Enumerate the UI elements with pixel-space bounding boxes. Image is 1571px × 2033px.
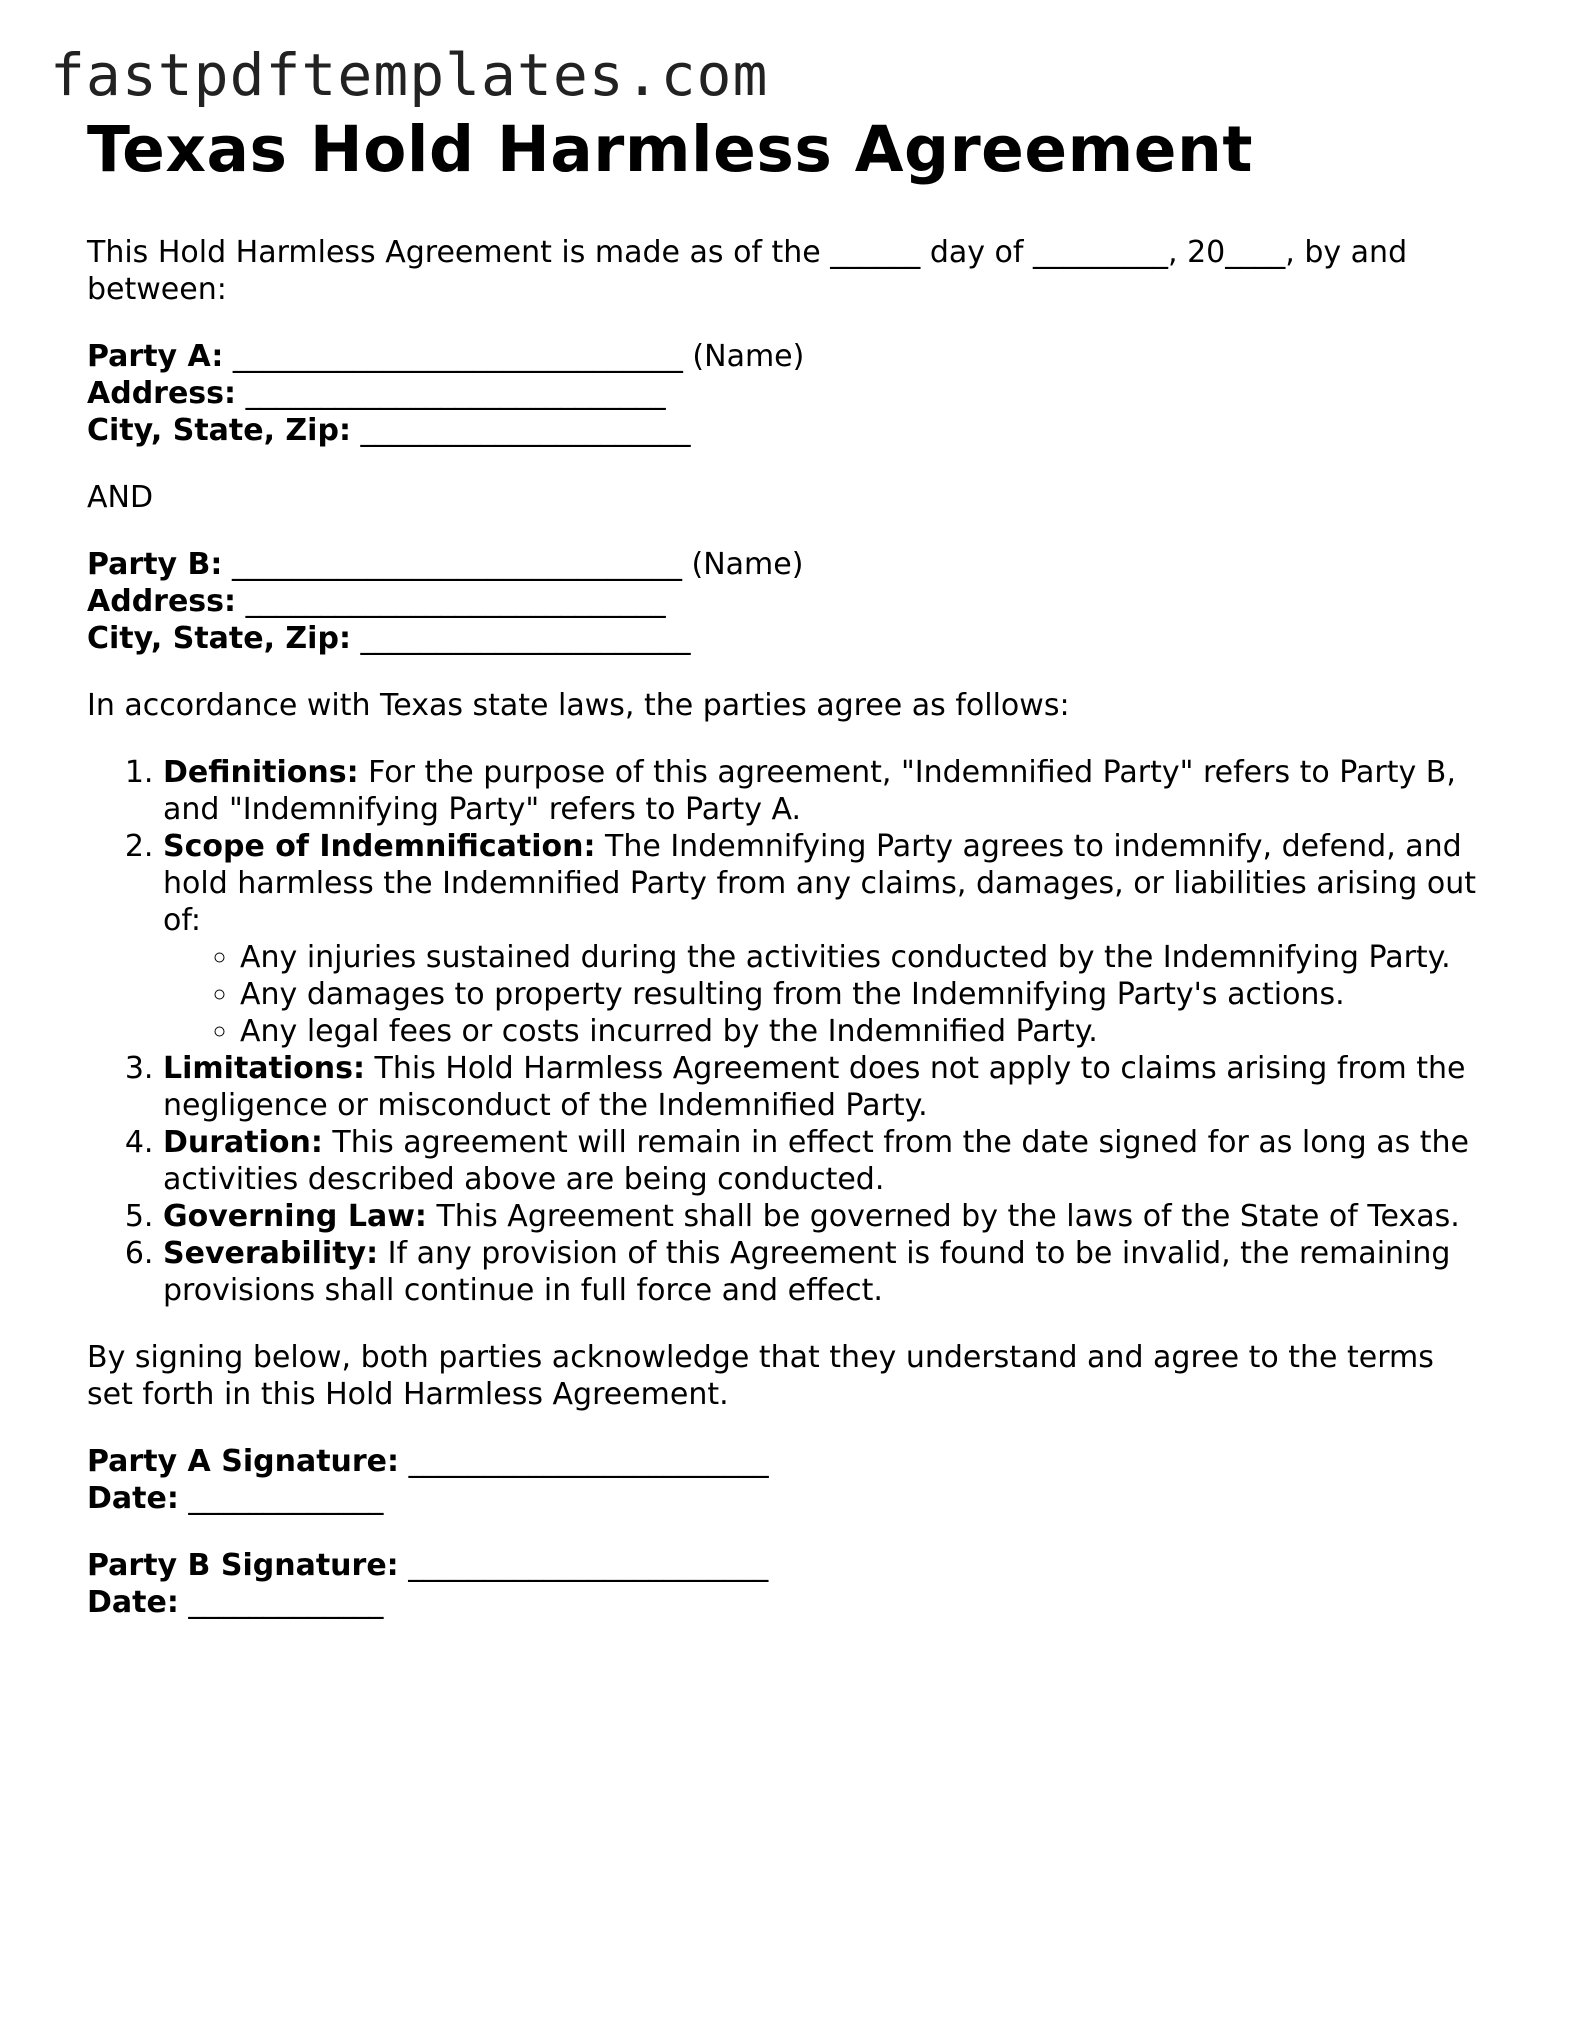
party-a-name-label: Party A: [87, 339, 224, 374]
clause-label: Governing Law: [163, 1199, 427, 1234]
clause-scope [163, 828, 1487, 1050]
clause-text: This Agreement shall be governed by the laws of the State of Texas. [426, 1199, 1460, 1234]
party-b-address-label: Address: [87, 584, 237, 619]
document-page [87, 110, 1487, 1621]
party-a-name-note: (Name) [682, 339, 805, 374]
intro-text-1: This Hold Harmless Agreement is made as of the [87, 235, 831, 270]
party-b-name-note: (Name) [681, 547, 804, 582]
intro-text-3: , 20 [1168, 235, 1226, 270]
closing-paragraph: By signing below, both parties acknowledge that they understand and agree to the terms set forth in this Hold Harmless Agreement. [87, 1340, 1434, 1412]
clause-governing-law [163, 1198, 1487, 1235]
clause-definitions [163, 754, 1487, 828]
clause-label: Definitions: [163, 755, 359, 790]
party-b-block [87, 546, 1487, 657]
party-b-date-label: Date: [87, 1585, 179, 1620]
clause-label: Duration: [163, 1125, 323, 1160]
party-b-signature-label: Party B Signature: [87, 1548, 399, 1583]
party-a-date-label: Date: [87, 1481, 179, 1516]
party-b-address-row [87, 583, 1487, 620]
party-b-city-label: City, State, Zip: [87, 621, 351, 656]
month-field[interactable]: _________ [1033, 235, 1169, 270]
intro-text-2: day of [920, 235, 1034, 270]
clause-limitations [163, 1050, 1487, 1124]
party-b-date-field[interactable]: _____________ [188, 1585, 384, 1620]
scope-item: ◦ Any injuries sustained during the activities conducted by the Indemnifying Party. [240, 939, 1487, 976]
party-b-name-label: Party B: [87, 547, 223, 582]
scope-item: ◦ Any legal fees or costs incurred by the Indemnified Party. [240, 1013, 1487, 1050]
party-b-signature-field[interactable]: ________________________ [408, 1548, 769, 1583]
accordance-text: In accordance with Texas state laws, the parties agree as follows: [87, 688, 1070, 723]
clause-text: For the purpose of this agreement, "Indemnified Party" refers to Party B, and "Indemnifying Party" refers to Party A. [163, 755, 1456, 827]
party-a-city-field[interactable]: ______________________ [360, 413, 691, 448]
watermark: fastpdftemplates.com [50, 41, 769, 109]
party-a-address-row [87, 375, 1487, 412]
party-a-signature-field[interactable]: ________________________ [408, 1444, 769, 1479]
scope-sublist [163, 939, 1487, 1050]
party-b-name-field[interactable]: ______________________________ [231, 547, 682, 582]
party-a-signature-block [87, 1443, 1487, 1517]
party-a-city-row [87, 412, 1487, 449]
clause-text: The Indemnifying Party agrees to indemnify, defend, and hold harmless the Indemnified Party from any claims, damages, or liabilities arising out of: [163, 829, 1476, 938]
party-a-date-row [87, 1480, 1487, 1517]
party-a-name-field[interactable]: ______________________________ [232, 339, 683, 374]
year-field[interactable]: ____ [1225, 235, 1286, 270]
party-b-signature-row [87, 1547, 1487, 1584]
party-a-signature-row [87, 1443, 1487, 1480]
party-b-address-field[interactable]: ____________________________ [245, 584, 666, 619]
day-field[interactable]: ______ [830, 235, 921, 270]
party-b-name-row [87, 546, 1487, 583]
clause-text: This Hold Harmless Agreement does not apply to claims arising from the negligence or misconduct of the Indemnified Party. [163, 1051, 1466, 1123]
page-title: Texas Hold Harmless Agreement [87, 113, 1253, 186]
party-b-city-field[interactable]: ______________________ [360, 621, 691, 656]
party-b-date-row [87, 1584, 1487, 1621]
clause-label: Scope of Indemnification: [163, 829, 596, 864]
and-text: AND [87, 480, 154, 515]
party-a-signature-label: Party A Signature: [87, 1444, 400, 1479]
clause-list [87, 754, 1487, 1309]
party-a-name-row [87, 338, 1487, 375]
party-a-address-label: Address: [87, 376, 237, 411]
intro-paragraph [87, 234, 1487, 308]
scope-item: ◦ Any damages to property resulting from the Indemnifying Party's actions. [240, 976, 1487, 1013]
party-a-date-field[interactable]: _____________ [188, 1481, 384, 1516]
clause-text: This agreement will remain in effect from the date signed for as long as the activities described above are being conducted. [163, 1125, 1469, 1197]
party-a-city-label: City, State, Zip: [87, 413, 351, 448]
clause-text: If any provision of this Agreement is found to be invalid, the remaining provisions shall continue in full force and effect. [163, 1236, 1451, 1308]
party-b-signature-block [87, 1547, 1487, 1621]
party-b-city-row [87, 620, 1487, 657]
clause-severability [163, 1235, 1487, 1309]
clause-duration [163, 1124, 1487, 1198]
clause-label: Limitations: [163, 1051, 365, 1086]
party-a-address-field[interactable]: ____________________________ [245, 376, 666, 411]
party-a-block [87, 338, 1487, 449]
clause-label: Severability: [163, 1236, 379, 1271]
intro-text-4: , by and between: [87, 235, 1408, 307]
